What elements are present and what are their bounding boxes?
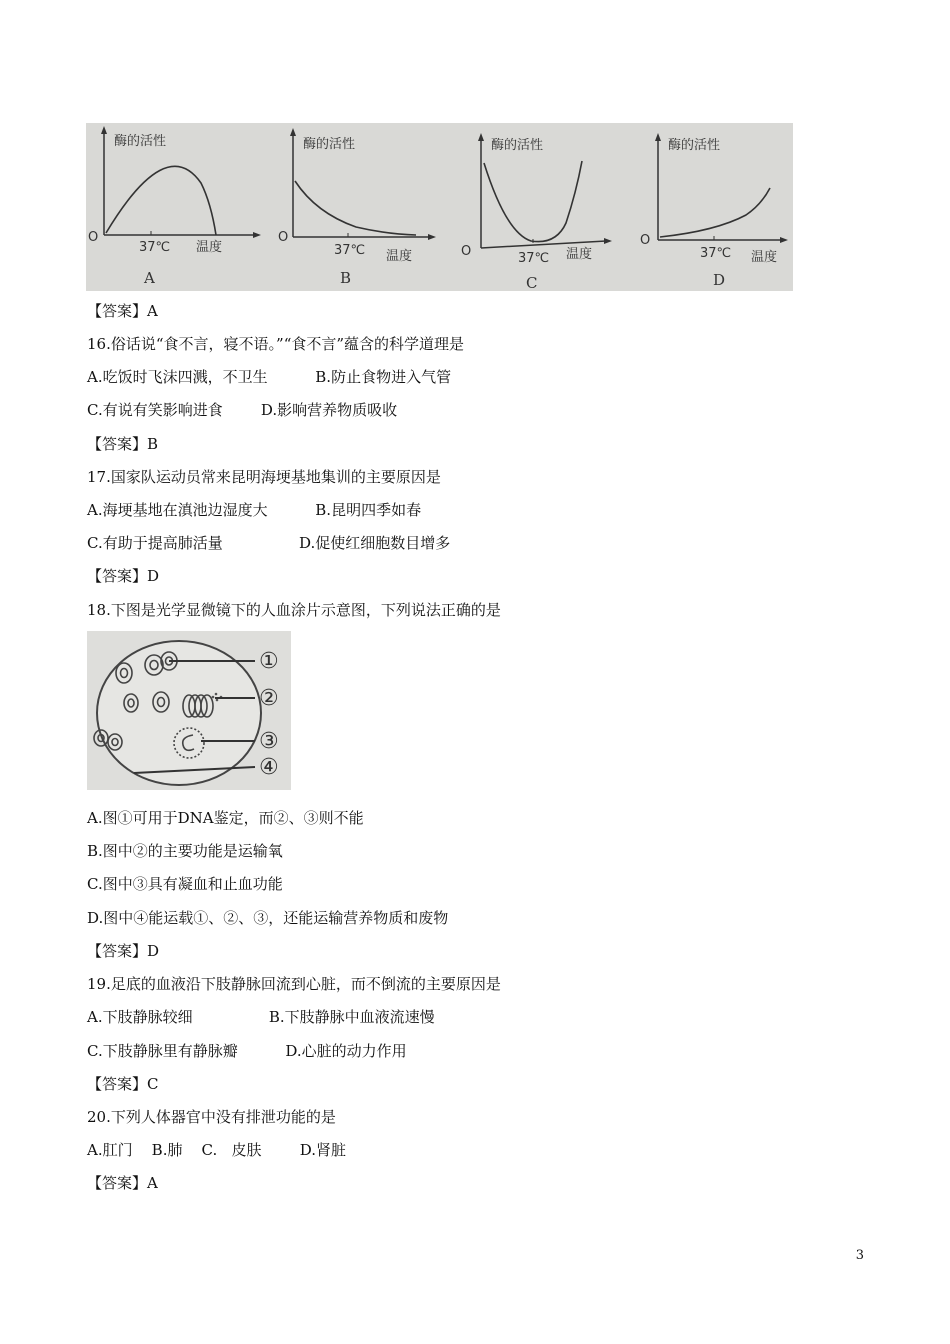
graph-a-xlabel: 温度 xyxy=(196,240,223,255)
label-2: ② xyxy=(259,686,279,711)
question-19-options-ab: A.下肢静脉较细 B.下肢静脉中血液流速慢 xyxy=(87,1008,435,1026)
blood-smear-figure xyxy=(87,631,291,790)
graph-a-letter: A xyxy=(144,269,155,287)
graph-d-tick: 37℃ xyxy=(700,246,732,261)
graph-a-origin: O xyxy=(88,230,99,245)
question-20: 20.下列人体器官中没有排泄功能的是 xyxy=(87,1108,336,1126)
graph-c-letter: C xyxy=(526,274,538,291)
question-19: 19.足底的血液沿下肢静脉回流到心脏，而不倒流的主要原因是 xyxy=(87,975,501,993)
graph-c-ylabel: 酶的活性 xyxy=(491,138,544,153)
answer-19: 【答案】C xyxy=(87,1075,159,1093)
label-1: ① xyxy=(259,649,279,674)
question-20-options: A.肛门 B.肺 C. 皮肤 D.肾脏 xyxy=(87,1141,346,1159)
graph-a-ylabel: 酶的活性 xyxy=(114,134,167,149)
enzyme-graphs-svg xyxy=(86,123,793,291)
graph-c-xlabel: 温度 xyxy=(566,247,593,262)
graph-d-letter: D xyxy=(713,271,726,289)
question-16: 16.俗话说“食不言，寝不语。”“食不言”蕴含的科学道理是 xyxy=(87,335,465,353)
graph-c-origin: O xyxy=(461,244,472,259)
enzyme-activity-figure xyxy=(86,123,793,291)
answer-20: 【答案】A xyxy=(87,1174,158,1192)
graph-c-tick: 37℃ xyxy=(518,251,550,266)
answer-15: 【答案】A xyxy=(87,302,158,320)
question-16-options-cd: C.有说有笑影响进食 D.影响营养物质吸收 xyxy=(87,401,398,419)
graph-d-xlabel: 温度 xyxy=(751,250,778,265)
label-4: ④ xyxy=(259,755,279,780)
question-17-options-ab: A.海埂基地在滇池边湿度大 B.昆明四季如春 xyxy=(87,501,422,519)
graph-b-ylabel: 酶的活性 xyxy=(303,137,356,152)
graph-d-ylabel: 酶的活性 xyxy=(668,138,721,153)
blood-smear-svg xyxy=(87,631,291,790)
graph-b-origin: O xyxy=(278,230,289,245)
question-18-option-c: C.图中③具有凝血和止血功能 xyxy=(87,875,283,893)
graph-b-letter: B xyxy=(340,269,352,287)
question-18-option-d: D.图中④能运载①、②、③，还能运输营养物质和废物 xyxy=(87,909,449,927)
question-19-options-cd: C.下肢静脉里有静脉瓣 D.心脏的动力作用 xyxy=(87,1042,407,1060)
answer-17: 【答案】D xyxy=(87,567,160,585)
graph-a-tick: 37℃ xyxy=(139,240,171,255)
question-18-option-a: A.图①可用于DNA鉴定，而②、③则不能 xyxy=(87,809,364,827)
graph-c xyxy=(461,133,612,291)
graph-b-xlabel: 温度 xyxy=(386,249,413,264)
label-3: ③ xyxy=(259,729,279,754)
question-18: 18.下图是光学显微镜下的人血涂片示意图，下列说法正确的是 xyxy=(87,601,501,619)
graph-d-origin: O xyxy=(640,233,651,248)
question-17-options-cd: C.有助于提高肺活量 D.促使红细胞数目增多 xyxy=(87,534,451,552)
graph-b xyxy=(278,128,436,287)
graph-a xyxy=(88,126,261,287)
page-number: 3 xyxy=(855,1248,864,1263)
answer-16: 【答案】B xyxy=(87,435,159,453)
answer-18: 【答案】D xyxy=(87,942,160,960)
question-17: 17.国家队运动员常来昆明海埂基地集训的主要原因是 xyxy=(87,468,441,486)
question-18-option-b: B.图中②的主要功能是运输氧 xyxy=(87,842,283,860)
graph-b-tick: 37℃ xyxy=(334,243,366,258)
graph-d xyxy=(640,133,788,289)
question-16-options-ab: A.吃饭时飞沫四溅，不卫生 B.防止食物进入气管 xyxy=(87,368,452,386)
